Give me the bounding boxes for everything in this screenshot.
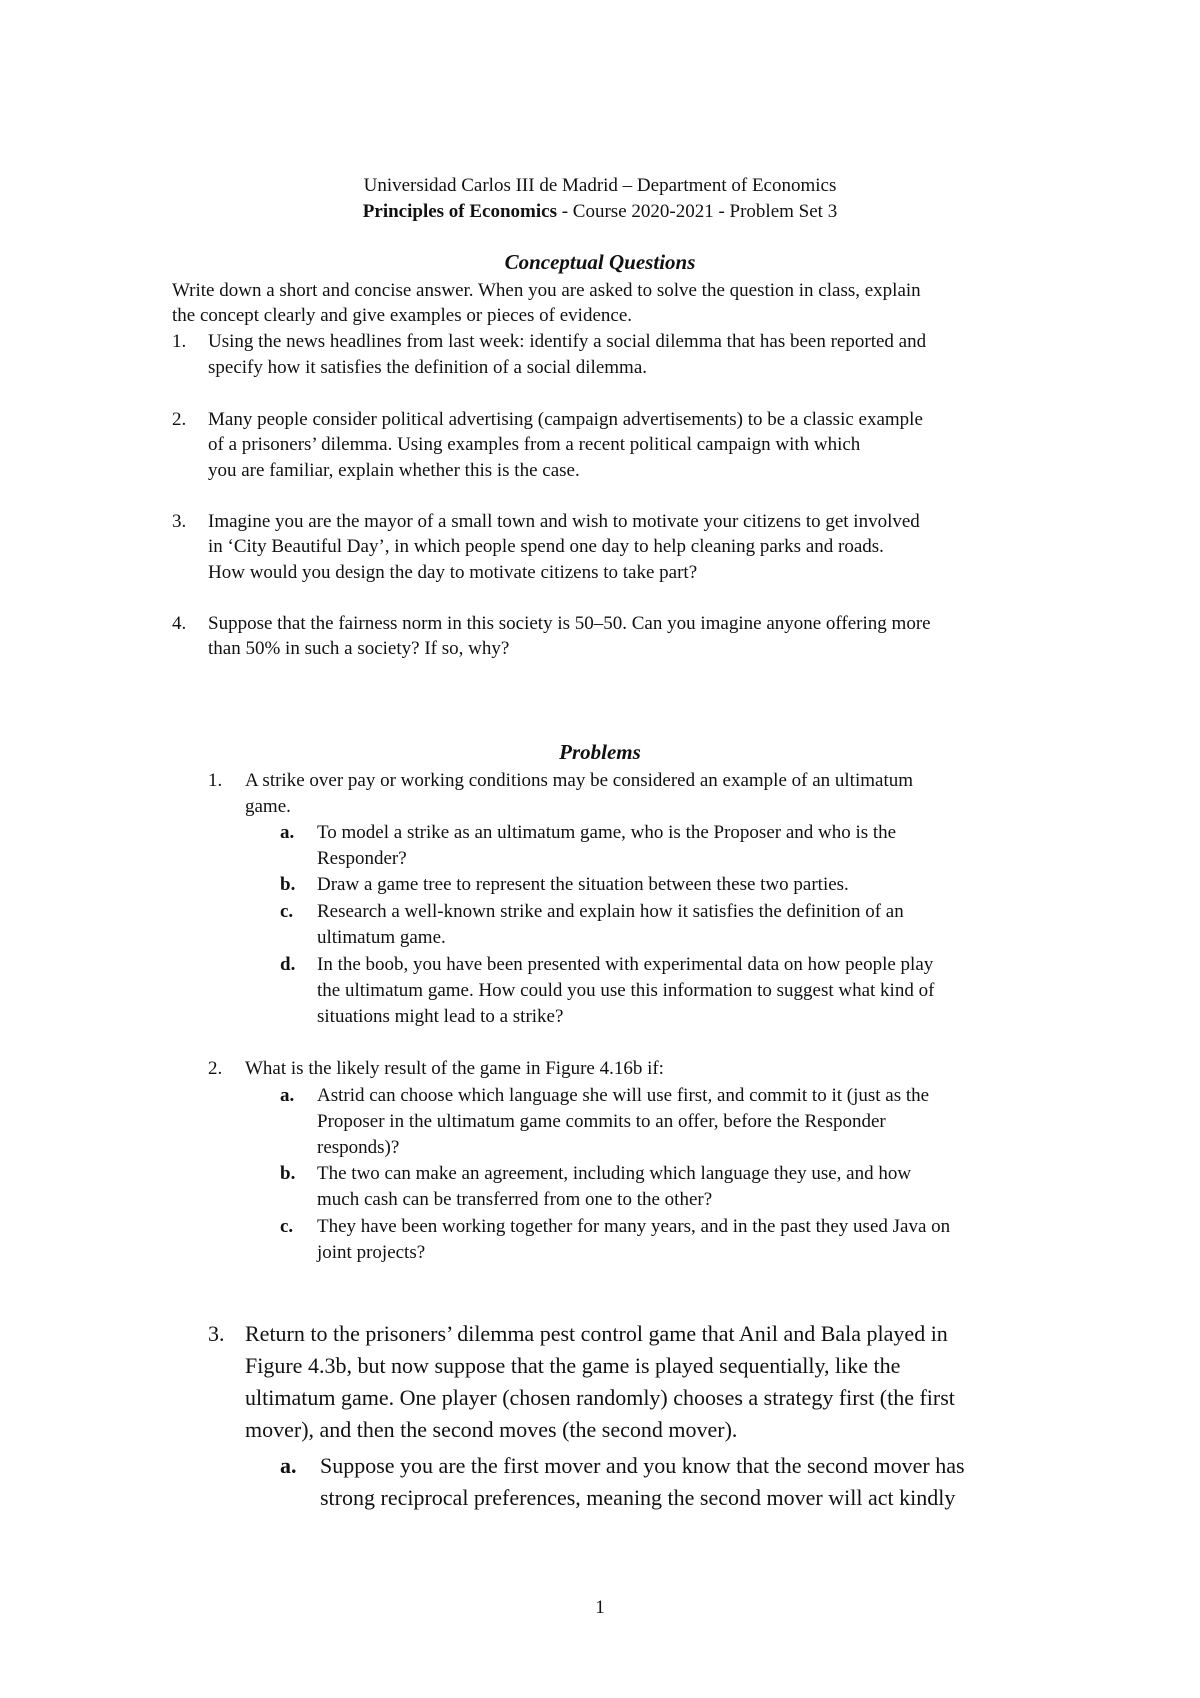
question-2-line-3: you are familiar, explain whether this is the case. (208, 460, 580, 481)
question-2-line-2: of a prisoners’ dilemma. Using examples from a recent political campaign with which (208, 434, 861, 455)
problem-1c-letter: c. (280, 901, 294, 922)
problem-3-line-3: ultimatum game. One player (chosen randomly) chooses a strategy first (the first (245, 1385, 955, 1410)
problem-1b-line-1: Draw a game tree to represent the situation between these two parties. (317, 874, 849, 895)
question-1-number: 1. (172, 331, 187, 352)
problem-1a-line-1: To model a strike as an ultimatum game, who is the Proposer and who is the (317, 822, 897, 843)
problem-2c-line-1: They have been working together for many years, and in the past they used Java on (317, 1216, 951, 1237)
question-3-line-1: Imagine you are the mayor of a small town and wish to motivate your citizens to get involved (208, 511, 920, 532)
problem-1a-line-2: Responder? (317, 848, 407, 869)
problem-1c-line-2: ultimatum game. (317, 927, 446, 948)
problem-1c-line-1: Research a well-known strike and explain how it satisfies the definition of an (317, 901, 904, 922)
problem-3a-letter: a. (280, 1453, 297, 1478)
question-3-line-3: How would you design the day to motivate citizens to take part? (208, 562, 698, 583)
conceptual-questions-title: Conceptual Questions (504, 250, 696, 274)
problem-1b-letter: b. (280, 874, 296, 895)
course-name: Principles of Economics (362, 201, 557, 222)
question-1-line-1: Using the news headlines from last week: identify a social dilemma that has been reported and (208, 331, 927, 352)
problem-3-line-4: mover), and then the second moves (the second mover). (245, 1417, 738, 1442)
problem-2-line-1: What is the likely result of the game in Figure 4.16b if: (245, 1058, 664, 1079)
problem-2b-line-2: much cash can be transferred from one to the other? (317, 1189, 713, 1210)
problem-2a-line-1: Astrid can choose which language she will use first, and commit to it (just as the (317, 1085, 930, 1106)
question-4-line-2: than 50% in such a society? If so, why? (208, 638, 510, 659)
question-4-line-1: Suppose that the fairness norm in this society is 50–50. Can you imagine anyone offering more (208, 613, 931, 634)
problem-3-line-1: Return to the prisoners’ dilemma pest control game that Anil and Bala played in (245, 1321, 948, 1346)
university-line: Universidad Carlos III de Madrid – Department of Economics (363, 175, 837, 196)
course-details: - Course 2020-2021 - Problem Set 3 (561, 201, 838, 222)
problem-2a-letter: a. (280, 1085, 295, 1106)
problem-2b-line-1: The two can make an agreement, including which language they use, and how (317, 1163, 912, 1184)
question-2-number: 2. (172, 409, 187, 430)
problem-1d-line-3: situations might lead to a strike? (317, 1006, 564, 1027)
problem-3-number: 3. (208, 1321, 225, 1346)
course-line (0, 200, 1200, 224)
problem-2b-letter: b. (280, 1163, 296, 1184)
problem-2a-line-2: Proposer in the ultimatum game commits to an offer, before the Responder (317, 1111, 886, 1132)
conceptual-intro-line-1: Write down a short and concise answer. When you are asked to solve the question in class, explain (172, 280, 921, 301)
page-number: 1 (595, 1597, 605, 1618)
problem-1-number: 1. (208, 770, 223, 791)
question-1-line-2: specify how it satisfies the definition of a social dilemma. (208, 357, 648, 378)
question-2-line-1: Many people consider political advertising (campaign advertisements) to be a classic example (208, 409, 923, 430)
problem-2a-line-3: responds)? (317, 1137, 400, 1158)
problem-1d-line-2: the ultimatum game. How could you use this information to suggest what kind of (317, 980, 935, 1001)
problem-2-number: 2. (208, 1058, 223, 1079)
problem-3a-line-1: Suppose you are the first mover and you know that the second mover has (320, 1453, 965, 1478)
conceptual-intro-line-2: the concept clearly and give examples or pieces of evidence. (172, 305, 633, 326)
problem-1d-line-1: In the boob, you have been presented with experimental data on how people play (317, 954, 934, 975)
question-3-number: 3. (172, 511, 187, 532)
problem-1-line-2: game. (245, 796, 291, 817)
problems-title: Problems (559, 740, 641, 764)
problem-1d-letter: d. (280, 954, 296, 975)
problem-1a-letter: a. (280, 822, 295, 843)
problem-2c-letter: c. (280, 1216, 294, 1237)
question-4-number: 4. (172, 613, 187, 634)
problem-3a-line-2: strong reciprocal preferences, meaning the second mover will act kindly (320, 1485, 956, 1510)
question-3-line-2: in ‘City Beautiful Day’, in which people spend one day to help cleaning parks and roads. (208, 536, 884, 557)
problem-2c-line-2: joint projects? (317, 1242, 426, 1263)
problem-3-line-2: Figure 4.3b, but now suppose that the game is played sequentially, like the (245, 1353, 901, 1378)
problem-1-line-1: A strike over pay or working conditions may be considered an example of an ultimatum (245, 770, 913, 791)
